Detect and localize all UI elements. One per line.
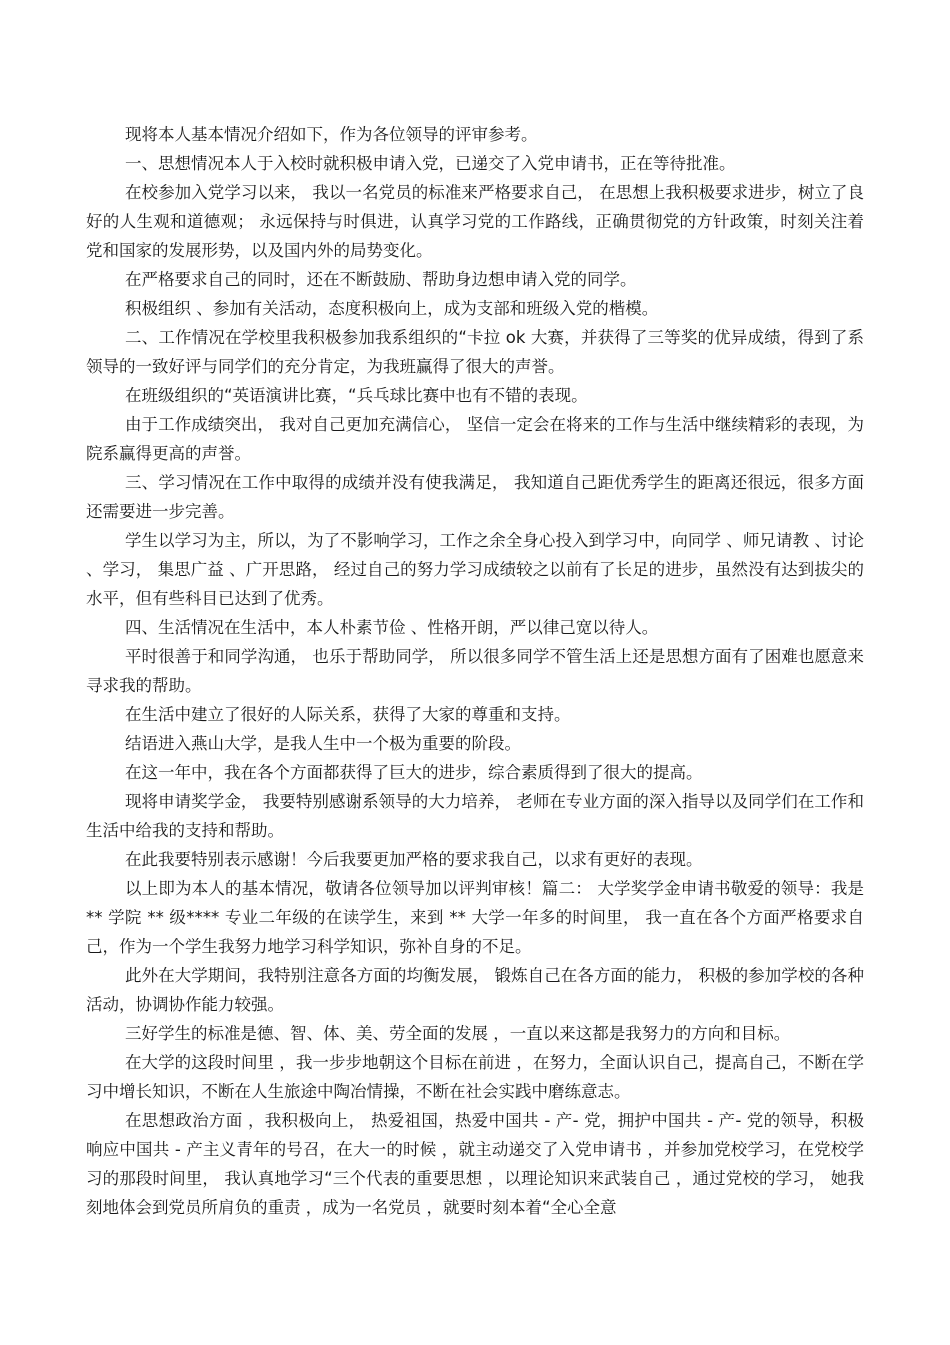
paragraph: 以上即为本人的基本情况，敬请各位领导加以评判审核！篇二： 大学奖学金申请书敬爱的领导：我是 ** 学院 ** 级**** 专业二年级的在读学生，来到 ** 大学一年多的时间里， 我一直在各个方面严格要求自己，作为一个学生我努力地学习科学知识，弥补自身的不足。 <box>86 879 864 956</box>
paragraph: 在思想政治方面 ，我积极向上， 热爱祖国，热爱中国共 - 产- 党，拥护中国共 - 产- 党的领导，积极响应中国共 - 产主义青年的号召，在大一的时候 ，就主动递交了入党申请书 ，并参加党校学习，在党校学习的那段时间里， 我认真地学习“三个代表的重要思想 ，以理论知识来武装自己 ，通过党校的学习， 她我刻地体会到党员所肩负的重责 ，成为一名党员 ，就要时刻本着“全心全意 <box>86 1111 864 1217</box>
paragraph: 此外在大学期间，我特别注意各方面的均衡发展， 锻炼自己在各方面的能力， 积极的参加学校的各种活动，协调协作能力较强。 <box>86 966 864 1014</box>
paragraph: 二、工作情况在学校里我积极参加我系组织的“卡拉 ok 大赛，并获得了三等奖的优异成绩，得到了系领导的一致好评与同学们的充分肯定，为我班赢得了很大的声誉。 <box>86 328 864 376</box>
paragraph: 平时很善于和同学沟通， 也乐于帮助同学， 所以很多同学不管生活上还是思想方面有了困难也愿意来寻求我的帮助。 <box>86 647 864 695</box>
paragraph: 学生以学习为主，所以，为了不影响学习，工作之余全身心投入到学习中，向同学 、师兄请教 、讨论 、学习， 集思广益 、广开思路， 经过自己的努力学习成绩较之以前有了长足的进步，虽然没有达到拔尖的水平，但有些科目已达到了优秀。 <box>86 531 864 608</box>
paragraph: 现将申请奖学金， 我要特别感谢系领导的大力培养， 老师在专业方面的深入指导以及同学们在工作和生活中给我的支持和帮助。 <box>86 792 864 840</box>
paragraph: 在严格要求自己的同时，还在不断鼓励、帮助身边想申请入党的同学。 <box>125 270 637 289</box>
paragraph: 在生活中建立了很好的人际关系，获得了大家的尊重和支持。 <box>125 705 571 724</box>
paragraph: 积极组织 、参加有关活动，态度积极向上，成为支部和班级入党的楷模。 <box>125 299 659 318</box>
paragraph: 在大学的这段时间里 ，我一步步地朝这个目标在前进 ，在努力，全面认识自己，提高自己，不断在学习中增长知识，不断在人生旅途中陶冶情操，不断在社会实践中磨练意志。 <box>86 1053 864 1101</box>
paragraph: 现将本人基本情况介绍如下，作为各位领导的评审参考。 <box>125 125 538 144</box>
paragraph: 四、生活情况在生活中，本人朴素节俭 、性格开朗，严以律己宽以待人。 <box>125 618 659 637</box>
paragraph: 三、学习情况在工作中取得的成绩并没有使我满足， 我知道自己距优秀学生的距离还很远，很多方面还需要进一步完善。 <box>86 473 864 521</box>
paragraph: 一、思想情况本人于入校时就积极申请入党，已递交了入党申请书，正在等待批准。 <box>125 154 736 173</box>
paragraph: 三好学生的标准是德、智、体、美、劳全面的发展 ，一直以来这都是我努力的方向和目标。 <box>125 1024 791 1043</box>
paragraph: 结语进入燕山大学，是我人生中一个极为重要的阶段。 <box>125 734 521 753</box>
paragraph: 在班级组织的“英语演讲比赛，“兵乓球比赛中也有不错的表现。 <box>125 386 588 405</box>
paragraph: 在此我要特别表示感谢！今后我要更加严格的要求我自己，以求有更好的表现。 <box>125 850 703 869</box>
paragraph: 在这一年中，我在各个方面都获得了巨大的进步，综合素质得到了很大的提高。 <box>125 763 703 782</box>
document-body <box>86 120 864 1222</box>
paragraph: 在校参加入党学习以来， 我以一名党员的标准来严格要求自己， 在思想上我积极要求进步，树立了良好的人生观和道德观； 永远保持与时俱进，认真学习党的工作路线，正确贯彻党的方针政策，时刻关注着党和国家的发展形势，以及国内外的局势变化。 <box>86 183 864 260</box>
paragraph: 由于工作成绩突出， 我对自己更加充满信心， 坚信一定会在将来的工作与生活中继续精彩的表现，为院系赢得更高的声誉。 <box>86 415 864 463</box>
